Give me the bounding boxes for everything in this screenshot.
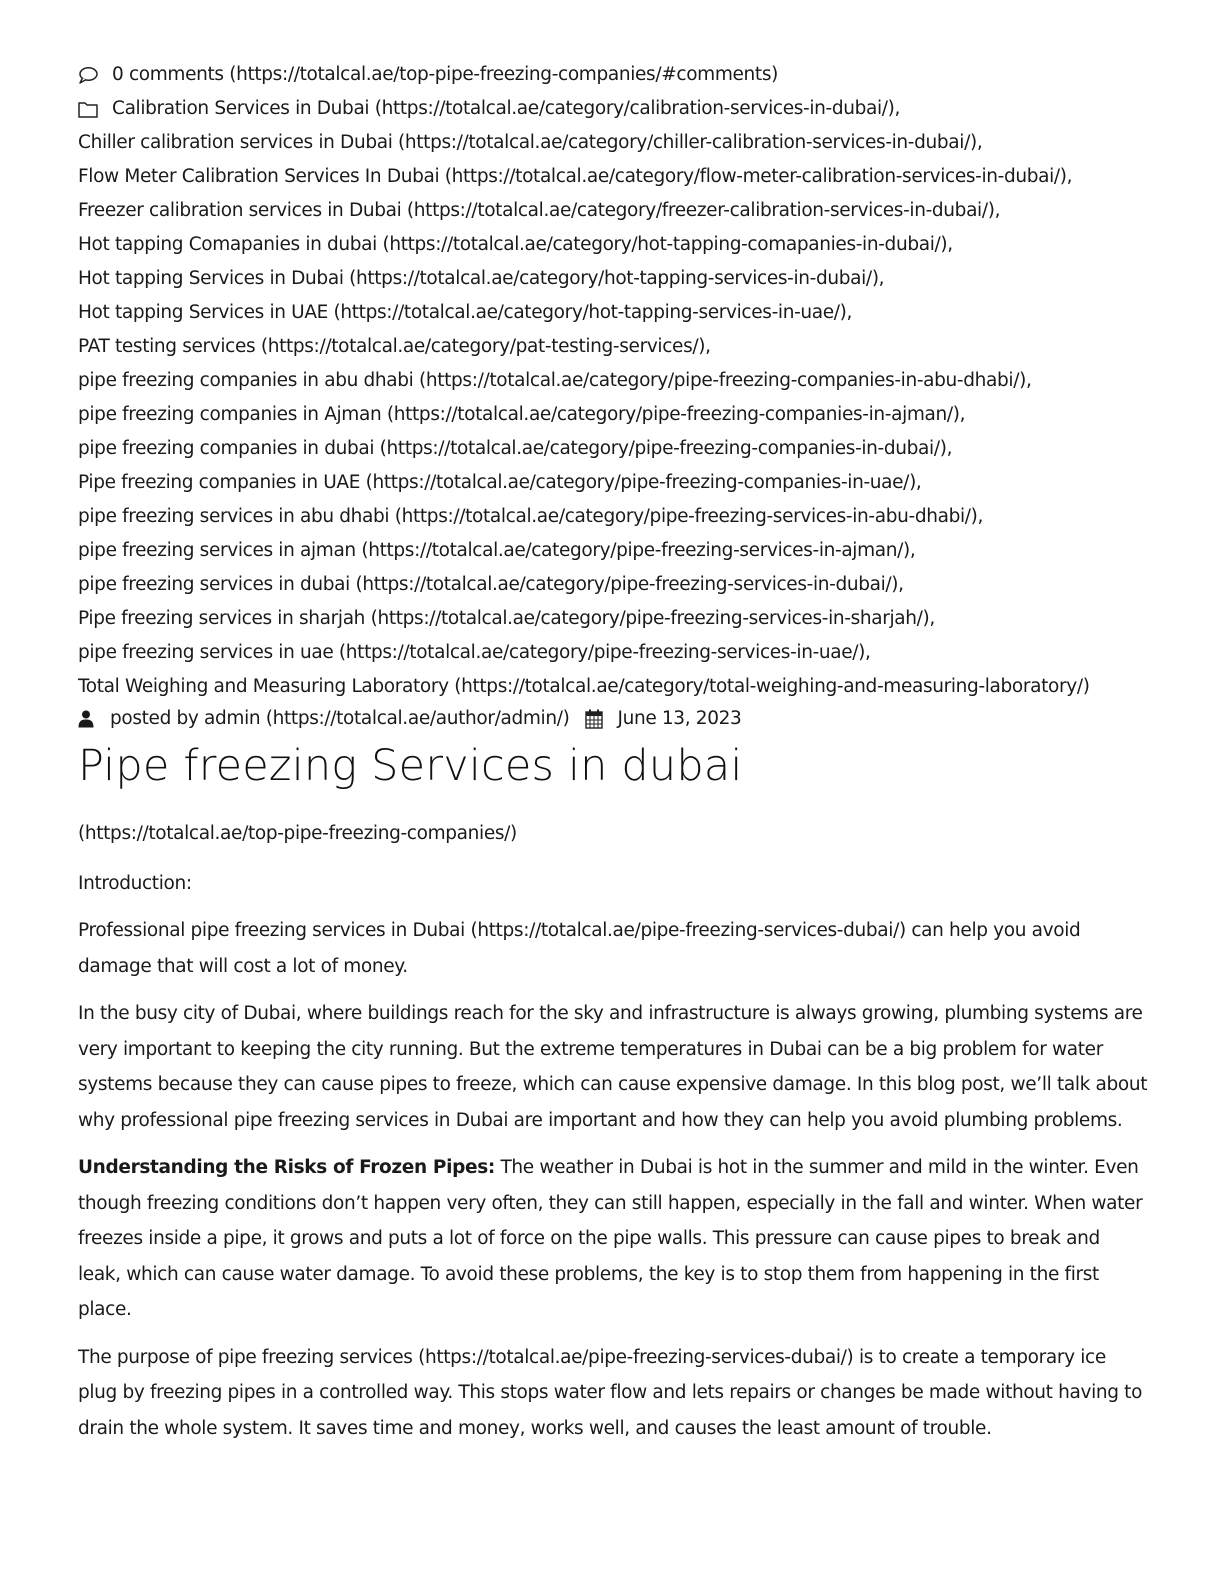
author-link[interactable]: posted by admin (https://totalcal.ae/author/admin/) <box>110 708 570 729</box>
document-page <box>78 58 1148 1458</box>
paragraph-3-body: The weather in Dubai is hot in the summer and mild in the winter. Even though freezing conditions don’t happen very often, they can still happen, especially in the fall and winter. When water freezes inside a pipe, it grows and puts a lot of force on the pipe walls. This pressure can cause pipes to break and leak, which can cause water damage. To avoid these problems, the key is to stop them from happening in the first place. <box>78 1157 1143 1320</box>
category-item[interactable]: pipe freezing companies in abu dhabi (https://totalcal.ae/category/pipe-freezing-companies-in-abu-dhabi/), <box>78 370 1032 391</box>
post-date: June 13, 2023 <box>617 708 742 729</box>
post-meta <box>78 704 1148 734</box>
category-item[interactable]: Pipe freezing services in sharjah (https://totalcal.ae/category/pipe-freezing-services-in-sharjah/), <box>78 608 935 629</box>
category-item[interactable]: pipe freezing services in uae (https://totalcal.ae/category/pipe-freezing-services-in-uae/), <box>78 642 871 663</box>
category-item[interactable]: Freezer calibration services in Dubai (https://totalcal.ae/category/freezer-calibration-services-in-dubai/), <box>78 200 1001 221</box>
paragraph-3 <box>78 1150 1148 1328</box>
paragraph-1: Professional pipe freezing services in Dubai (https://totalcal.ae/pipe-freezing-services-dubai/) can help you avoid damage that will cost a lot of money. <box>78 920 1081 977</box>
category-item[interactable]: pipe freezing services in ajman (https://totalcal.ae/category/pipe-freezing-services-in-ajman/), <box>78 540 916 561</box>
category-item[interactable]: pipe freezing companies in dubai (https://totalcal.ae/category/pipe-freezing-companies-in-dubai/), <box>78 438 953 459</box>
comments-link[interactable] <box>78 58 1148 92</box>
category-item[interactable]: pipe freezing companies in Ajman (https://totalcal.ae/category/pipe-freezing-companies-in-ajman/), <box>78 404 966 425</box>
folder-icon <box>78 101 100 118</box>
comments-text: 0 comments (https://totalcal.ae/top-pipe-freezing-companies/#comments) <box>112 64 778 85</box>
category-item[interactable]: Calibration Services in Dubai (https://totalcal.ae/category/calibration-services-in-dubai/), <box>78 92 1148 126</box>
category-item[interactable]: pipe freezing services in dubai (https://totalcal.ae/category/pipe-freezing-services-in-dubai/), <box>78 574 904 595</box>
category-item[interactable]: Hot tapping Comapanies in dubai (https://totalcal.ae/category/hot-tapping-comapanies-in-dubai/), <box>78 234 953 255</box>
user-icon <box>78 710 96 728</box>
intro-label: Introduction: <box>78 872 192 894</box>
paragraph-2: In the busy city of Dubai, where buildings reach for the sky and infrastructure is always growing, plumbing systems are very important to keeping the city running. But the extreme temperatures in Dubai can be a big problem for water systems because they can cause pipes to freeze, which can cause expensive damage. In this blog post, we’ll talk about why professional pipe freezing services in Dubai are important and how they can help you avoid plumbing problems. <box>78 1003 1148 1131</box>
category-item[interactable]: Hot tapping Services in UAE (https://totalcal.ae/category/hot-tapping-services-in-uae/), <box>78 302 853 323</box>
paragraph-3-heading: Understanding the Risks of Frozen Pipes: <box>78 1157 495 1178</box>
category-item[interactable]: PAT testing services (https://totalcal.ae/category/pat-testing-services/), <box>78 336 711 357</box>
title-link[interactable]: (https://totalcal.ae/top-pipe-freezing-companies/) <box>78 823 517 844</box>
speech-bubble-icon <box>78 66 100 84</box>
paragraph-4: The purpose of pipe freezing services (https://totalcal.ae/pipe-freezing-services-dubai/) is to create a temporary ice plug by freezing pipes in a controlled way. This stops water flow and lets repairs or changes be made without having to drain the whole system. It saves time and money, works well, and causes the least amount of trouble. <box>78 1346 1143 1439</box>
article-title: Pipe freezing Services in dubai <box>78 741 743 791</box>
category-item[interactable]: Hot tapping Services in Dubai (https://totalcal.ae/category/hot-tapping-services-in-dubai/), <box>78 268 885 289</box>
category-item[interactable]: Chiller calibration services in Dubai (https://totalcal.ae/category/chiller-calibration-services-in-dubai/), <box>78 132 983 153</box>
category-item[interactable]: Total Weighing and Measuring Laboratory (https://totalcal.ae/category/total-weighing-and-measuring-laboratory/) <box>78 676 1090 697</box>
category-item[interactable]: Pipe freezing companies in UAE (https://totalcal.ae/category/pipe-freezing-companies-in-uae/), <box>78 472 922 493</box>
category-item[interactable]: pipe freezing services in abu dhabi (https://totalcal.ae/category/pipe-freezing-services-in-abu-dhabi/), <box>78 506 984 527</box>
calendar-icon <box>585 709 603 729</box>
category-item[interactable]: Flow Meter Calibration Services In Dubai (https://totalcal.ae/category/flow-meter-calibration-services-in-dubai/), <box>78 166 1073 187</box>
